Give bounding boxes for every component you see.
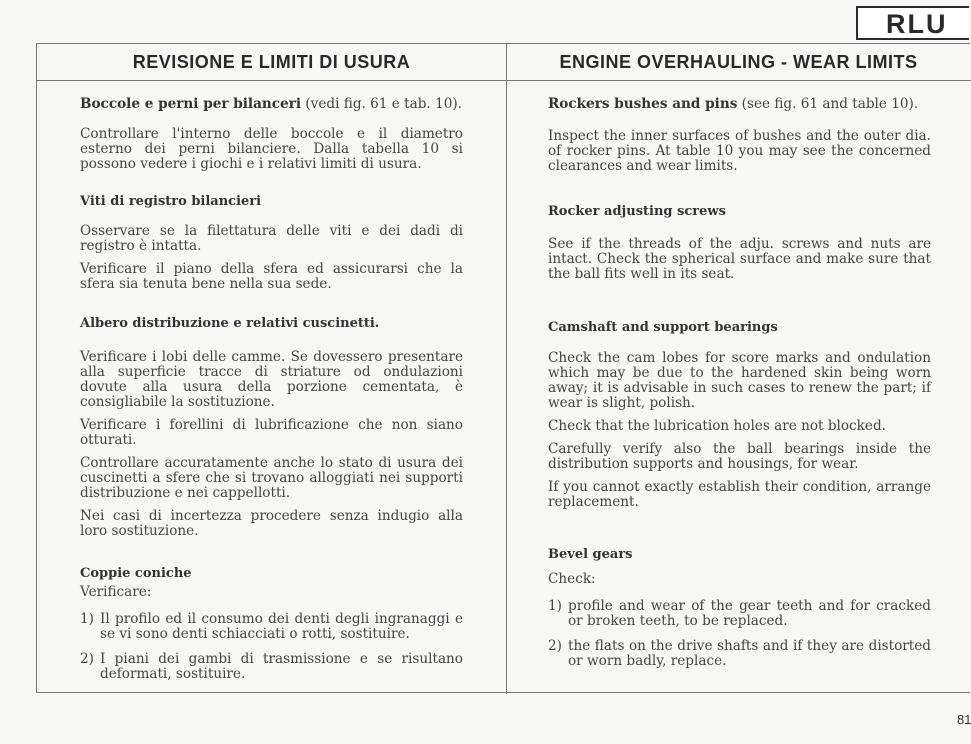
- cam-p2-it: Verificare i forellini di lubrificazione che non siano otturati.: [80, 417, 463, 448]
- bevel-item-en: [548, 639, 931, 669]
- rockers-ref-it: (vedi fig. 61 e tab. 10).: [301, 96, 462, 112]
- bevel-item-it: [80, 652, 463, 682]
- english-header: ENGINE OVERHAULING - WEAR LIMITS: [506, 44, 971, 81]
- cam-p3-en: Carefully verify also the ball bearings inside the distribution supports and housings, for wear.: [548, 441, 931, 472]
- bevel-item-it: [80, 612, 463, 642]
- cam-p4-it: Nei casi di incertezza procedere senza indugio alla loro sostituzione.: [80, 508, 463, 539]
- rockers-ref-en: (see fig. 61 and table 10).: [737, 96, 919, 112]
- cam-p3-it: Controllare accuratamente anche lo stato di usura dei cuscinetti a sfere che si trovano alloggiati nei supporti distribuzione e nei cappellotti.: [80, 455, 463, 501]
- screws-p1-it: Osservare se la filettatura delle viti e dei dadi di registro è intatta.: [80, 223, 463, 254]
- cam-p4-en: If you cannot exactly establish their condition, arrange replacement.: [548, 479, 931, 510]
- rockers-paragraph-en: [548, 97, 931, 112]
- bevel-item-text: the flats on the drive shafts and if they are distorted or worn badly, replace.: [568, 638, 931, 669]
- rockers-title-en: Rockers bushes and pins: [548, 96, 738, 112]
- bevel-item-en: [548, 599, 931, 629]
- cam-title-it: Albero distribuzione e relativi cuscinetti.: [80, 316, 380, 331]
- model-badge-label: RLU: [886, 9, 948, 39]
- bevel-item-text: Il profilo ed il consumo dei denti degli ingranaggi e se vi sono denti schiacciati o rotti, sostituire.: [100, 611, 463, 642]
- bevel-title-en: Bevel gears: [548, 547, 633, 562]
- italian-column: [80, 97, 463, 682]
- english-column: [548, 97, 931, 669]
- rockers-paragraph-it: [80, 97, 463, 112]
- rockers-title-it: Boccole e perni per bilanceri: [80, 96, 302, 112]
- bevel-title-it: Coppie coniche: [80, 566, 192, 581]
- screws-title-en: Rocker adjusting screws: [548, 204, 726, 219]
- bevel-intro-en: Check:: [548, 571, 596, 587]
- cam-p2-en: Check that the lubrication holes are not blocked.: [548, 418, 886, 434]
- screws-p1-en: See if the threads of the adju. screws and nuts are intact. Check the spherical surface and make sure that the ball fits well in its seat.: [548, 236, 931, 282]
- rockers-text-en: Inspect the inner surfaces of bushes and the outer dia. of rocker pins. At table 10 you may see the concerned clearances and wear limits.: [548, 128, 931, 174]
- page-number: 81: [957, 712, 971, 727]
- bevel-item-num: 1): [548, 598, 562, 614]
- italian-header: REVISIONE E LIMITI DI USURA: [37, 44, 506, 81]
- screws-p2-it: Verificare il piano della sfera ed assicurarsi che la sfera sia tenuta bene nella sua sede.: [80, 261, 463, 292]
- screws-title-it: Viti di registro bilancieri: [80, 194, 262, 209]
- column-divider: [506, 44, 507, 694]
- cam-p1-en: Check the cam lobes for score marks and ondulation which may be due to the hardened skin being worn away; it is advisable in such cases to renew the part; if wear is slight, polish.: [548, 350, 931, 411]
- bevel-item-num: 2): [80, 651, 94, 667]
- bevel-item-num: 2): [548, 638, 562, 654]
- model-badge: [856, 6, 969, 40]
- bevel-intro-it: Verificare:: [80, 584, 152, 600]
- bevel-item-text: profile and wear of the gear teeth and for cracked or broken teeth, to be replaced.: [568, 598, 931, 629]
- cam-p1-it: Verificare i lobi delle camme. Se dovessero presentare alla superficie tracce di striature od ondulazioni dovute alla usura della porzione cementata, è consigliabile la sostituzione.: [80, 349, 463, 410]
- bevel-item-num: 1): [80, 611, 94, 627]
- rockers-text-it: Controllare l'interno delle boccole e il diametro esterno dei perni bilanciere. Dalla tabella 10 si possono vedere i giochi e i relativi limiti di usura.: [80, 126, 463, 172]
- bevel-item-text: I piani dei gambi di trasmissione e se risultano deformati, sostituire.: [100, 651, 463, 682]
- cam-title-en: Camshaft and support bearings: [548, 320, 778, 335]
